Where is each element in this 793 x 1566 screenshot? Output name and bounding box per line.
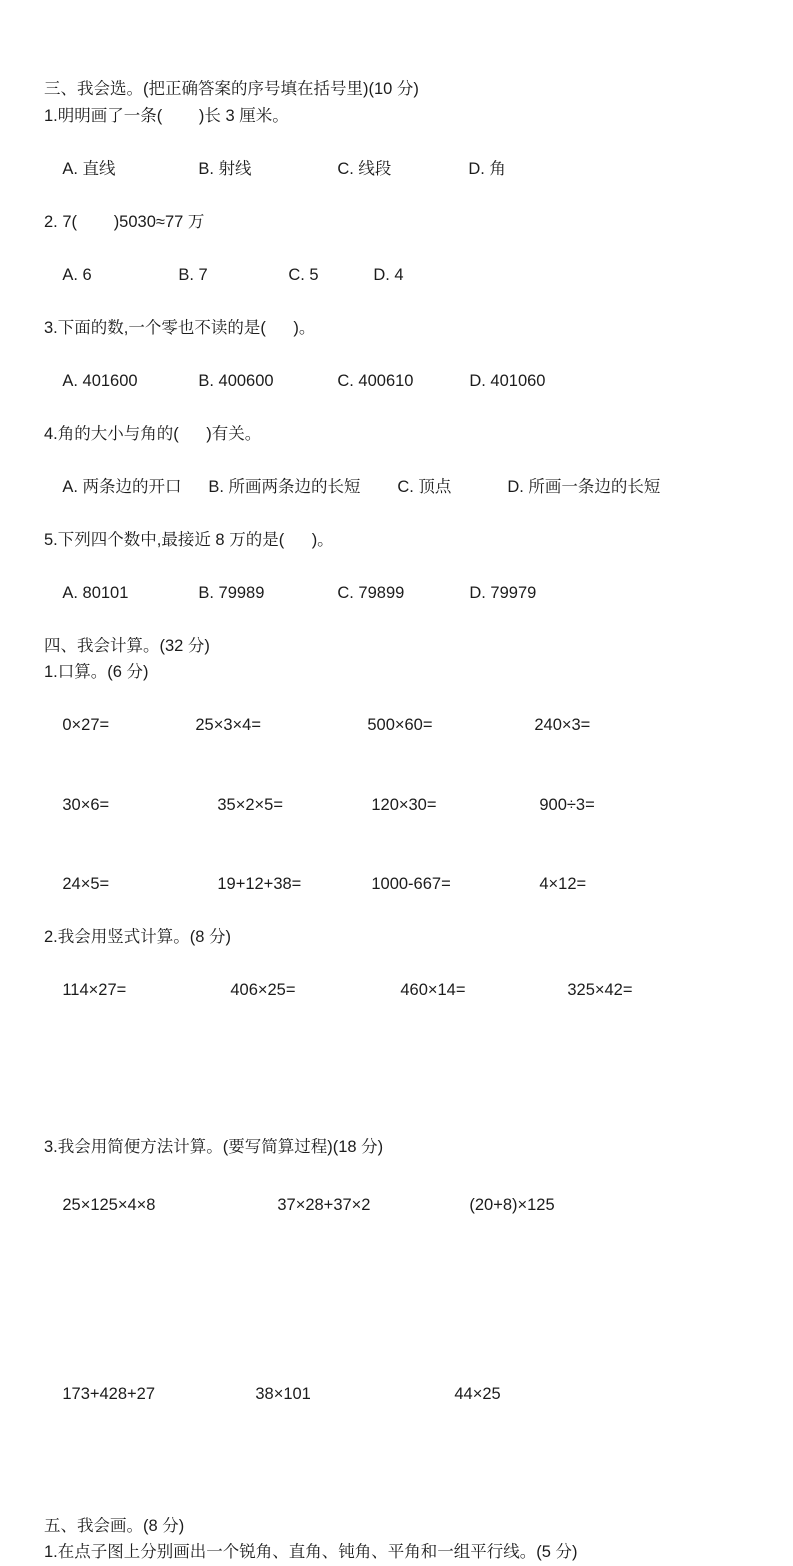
oral-problem: 500×60= [367, 716, 433, 734]
simplify-problem: 37×28+37×2 [277, 1196, 371, 1214]
option-d: D. 401060 [469, 371, 546, 390]
oral-problem: 24×5= [62, 875, 110, 893]
option-d: D. 所画一条边的长短 [507, 477, 661, 496]
oral-problem: 35×2×5= [217, 795, 283, 814]
oral-problem: 900÷3= [539, 795, 595, 814]
simplify-calc-title: 3.我会用简便方法计算。(要写简算过程)(18 分) [44, 1138, 384, 1156]
oral-problem: 25×3×4= [195, 716, 261, 734]
oral-problem: 4×12= [539, 875, 587, 893]
oral-calc-row [44, 686, 753, 766]
oral-problem: 0×27= [62, 716, 110, 734]
work-space [44, 1030, 753, 1134]
question-2-options [44, 235, 753, 315]
oral-problem: 1000-667= [371, 875, 451, 893]
question-3-options [44, 341, 753, 421]
option-d: D. 角 [468, 159, 506, 178]
question-2-text: 2. 7( )5030≈77 万 [44, 212, 205, 231]
option-b: B. 所画两条边的长短 [208, 477, 361, 496]
vertical-calc-title: 2.我会用竖式计算。(8 分) [44, 928, 232, 946]
simplify-problem: 25×125×4×8 [62, 1196, 156, 1214]
oral-problem: 240×3= [534, 716, 591, 734]
vertical-problem: 406×25= [230, 981, 296, 999]
simplify-calc-row [44, 1166, 753, 1246]
question-5-text: 5.下列四个数中,最接近 8 万的是( )。 [44, 530, 334, 549]
option-c: C. 线段 [337, 159, 392, 178]
option-d: D. 79979 [469, 583, 537, 602]
work-space [44, 1245, 753, 1354]
simplify-problem: (20+8)×125 [469, 1196, 555, 1214]
option-c: C. 顶点 [397, 477, 452, 496]
option-b: B. 射线 [198, 159, 252, 178]
question-4-text: 4.角的大小与角的( )有关。 [44, 424, 262, 443]
question-5-options [44, 553, 753, 633]
vertical-problem: 114×27= [62, 981, 127, 999]
simplify-problem: 173+428+27 [62, 1384, 156, 1403]
option-a: A. 直线 [62, 159, 116, 178]
vertical-calc-row [44, 951, 753, 1031]
option-c: C. 400610 [337, 371, 414, 390]
vertical-problem: 325×42= [567, 981, 633, 999]
simplify-problem: 38×101 [255, 1384, 311, 1403]
oral-calc-row [44, 845, 753, 925]
question-1-options [44, 129, 753, 209]
question-1-text: 1.明明画了一条( )长 3 厘米。 [44, 106, 289, 125]
question-3-text: 3.下面的数,一个零也不读的是( )。 [44, 318, 316, 337]
simplify-problem: 44×25 [454, 1384, 501, 1403]
option-a: A. 6 [62, 265, 92, 284]
option-c: C. 79899 [337, 583, 405, 602]
option-d: D. 4 [373, 265, 404, 284]
oral-calc-row [44, 765, 753, 845]
oral-problem: 120×30= [371, 795, 437, 814]
option-b: B. 400600 [198, 371, 274, 390]
vertical-problem: 460×14= [400, 981, 466, 999]
section-choice-title: 三、我会选。(把正确答案的序号填在括号里)(10 分) [44, 80, 419, 98]
section-draw-title: 五、我会画。(8 分) [44, 1516, 185, 1535]
section-calc-title: 四、我会计算。(32 分) [44, 636, 210, 655]
option-b: B. 79989 [198, 583, 265, 602]
work-space [44, 1434, 753, 1513]
option-a: A. 80101 [62, 583, 129, 602]
option-a: A. 两条边的开口 [62, 477, 182, 496]
simplify-calc-row [44, 1354, 753, 1434]
oral-problem: 30×6= [62, 795, 110, 814]
option-c: C. 5 [288, 265, 319, 284]
oral-problem: 19+12+38= [217, 875, 302, 893]
question-4-options [44, 447, 753, 527]
option-a: A. 401600 [62, 371, 138, 390]
oral-calc-title: 1.口算。(6 分) [44, 663, 149, 681]
option-b: B. 7 [178, 265, 208, 284]
draw-question-1: 1.在点子图上分别画出一个锐角、直角、钝角、平角和一组平行线。(5 分) [44, 1543, 578, 1561]
